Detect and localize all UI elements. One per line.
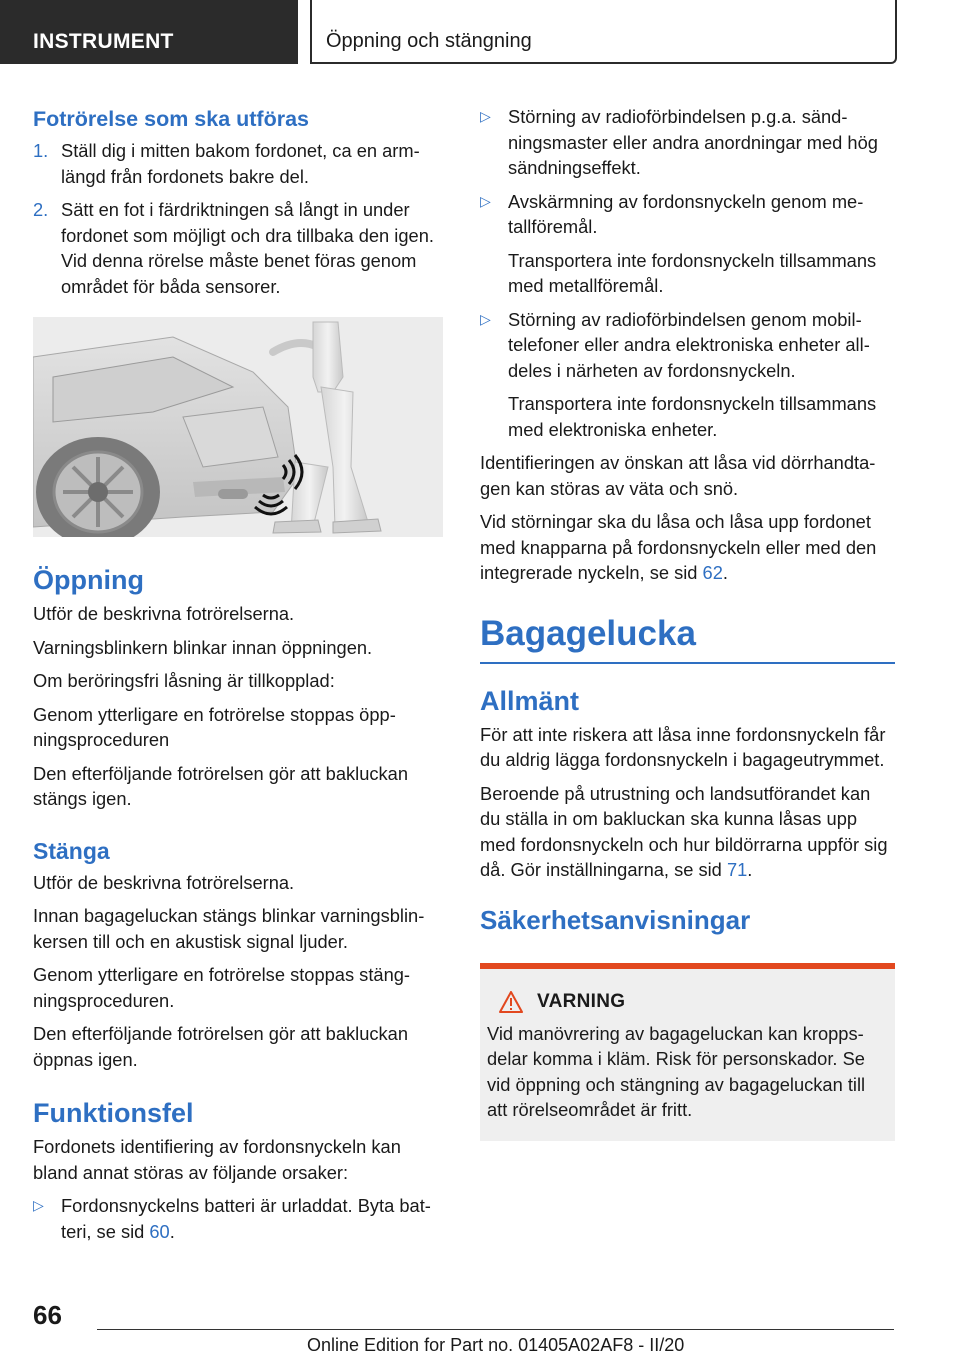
section-title-trunk: Bagagelucka: [480, 612, 895, 664]
paragraph: Vid störningar ska du låsa och låsa upp fordonet med knapparna på fordonsnyckeln eller med den integrerade nyckeln, se sid 62.: [480, 511, 877, 583]
bullet-triangle-icon: ▷: [480, 108, 491, 124]
bullet-text: Störning av radioförbindelsen p.g.a. sändningsmaster eller andra anordningar med hög sändningseffekt.: [508, 106, 878, 178]
step-number: 2.: [33, 199, 49, 220]
page-reference-link[interactable]: 60: [149, 1220, 170, 1242]
left-column: [33, 100, 445, 1252]
paragraph: Genom ytterligare en fotrörelse stoppas stängningsproceduren.: [33, 964, 410, 1011]
step-text: Ställ dig i mitten bakom fordonet, ca en armlängd från fordonets bakre del.: [61, 140, 420, 187]
page-header: [310, 0, 897, 64]
paragraph: Identifieringen av önskan att låsa vid dörrhandtagen kan störas av väta och snö.: [480, 452, 876, 499]
heading-safety: Säkerhetsanvisningar: [480, 904, 751, 935]
footer-edition: Online Edition for Part no. 01405A02AF8 - II/20: [307, 1335, 685, 1355]
chapter-tab: [0, 0, 298, 64]
page-number: 66: [33, 1300, 62, 1330]
paragraph: Utför de beskrivna fotrörelserna.: [33, 603, 295, 624]
warning-label: VARNING: [537, 990, 626, 1012]
paragraph: Om beröringsfri låsning är tillkopplad:: [33, 670, 335, 691]
paragraph: Genom ytterligare en fotrörelse stoppas öppningsproceduren: [33, 703, 396, 750]
bullet-triangle-icon: ▷: [480, 192, 491, 209]
paragraph: Innan bagageluckan stängs blinkar varningsblinkersen till och en akustisk signal ljuder.: [33, 905, 425, 952]
bullet-item: ▷ Fordonsnyckelns batteri är urladdat. Byta batteri, se sid 60.: [33, 1193, 445, 1244]
warning-box: [480, 963, 895, 1141]
paragraph: För att inte riskera att låsa inne fordonsnyckeln får du aldrig lägga fordonsnyckeln i bagageutrymmet.: [480, 723, 886, 770]
step-text: Sätt en fot i färdriktningen så långt in under fordonet som möjligt och dra tillbaka den igen. Vid denna rörelse måste benet föras genom området för båda sensorer.: [61, 199, 434, 297]
heading-closing: Stänga: [33, 837, 110, 864]
paragraph: Beroende på utrustning och landsutförandet kan du ställa in om bakluckan ska kunna låsas upp med fordonsnyckeln och hur bildörrarna uppför sig då. Gör inställningarna, se sid 71.: [480, 782, 888, 880]
bullet-subtext: Transportera inte fordonsnyckeln tillsammans med metallföremål.: [508, 249, 877, 296]
bullet-item: [480, 189, 895, 240]
heading-foot-movement: Fotrörelse som ska utföras: [33, 107, 310, 131]
bullet-triangle-icon: ▷: [480, 310, 491, 327]
footer-divider: [97, 1329, 894, 1330]
page-header-title: Öppning och stängning: [326, 30, 532, 52]
paragraph: Den efterföljande fotrörelsen gör att bakluckan stängs igen.: [33, 762, 408, 809]
paragraph: Varningsblinkern blinkar innan öppningen.: [33, 636, 373, 658]
warning-triangle-icon: [499, 991, 523, 1013]
page-reference-link[interactable]: 62: [702, 562, 723, 583]
paragraph: Utför de beskrivna fotrörelserna.: [33, 871, 295, 893]
page-reference-link[interactable]: 71: [726, 859, 748, 880]
car-rear-illustration: [33, 317, 443, 537]
illustration-foot-sensor: [33, 317, 443, 537]
bullet-subtext: Transportera inte fordonsnyckeln tillsammans med elektroniska enheter.: [508, 393, 877, 440]
step-item: [33, 138, 445, 189]
step-item: [33, 197, 445, 299]
bullet-item: [480, 307, 895, 384]
paragraph: Den efterföljande fotrörelsen gör att bakluckan öppnas igen.: [33, 1023, 408, 1070]
step-number: 1.: [33, 140, 49, 161]
right-column: [480, 104, 895, 1141]
bullet-item: [480, 104, 895, 181]
bullet-text: Fordonsnyckelns batteri är urladdat. Byta batteri, se sid: [61, 1195, 431, 1242]
warning-text: Vid manövrering av bagageluckan kan kroppsdelar komma i kläm. Risk för personskador. Se vid öppning och stängning av bagageluckan till att rörelseområdet är fritt.: [487, 1022, 866, 1120]
paragraph: Fordonets identifiering av fordonsnyckeln kan bland annat störas av följande orsaker:: [33, 1136, 401, 1183]
chapter-label: INSTRUMENT: [33, 30, 174, 53]
heading-general: Allmänt: [480, 685, 580, 716]
heading-opening: Öppning: [33, 565, 144, 595]
bullet-triangle-icon: ▷: [33, 1197, 44, 1213]
heading-malfunction: Funktionsfel: [33, 1098, 194, 1128]
bullet-text: Avskärmning av fordonsnyckeln genom metallföremål.: [508, 190, 864, 237]
bullet-text: Störning av radioförbindelsen genom mobiltelefoner eller andra elektroniska enheter alldeles i närheten av fordonsnyckeln.: [508, 308, 870, 381]
